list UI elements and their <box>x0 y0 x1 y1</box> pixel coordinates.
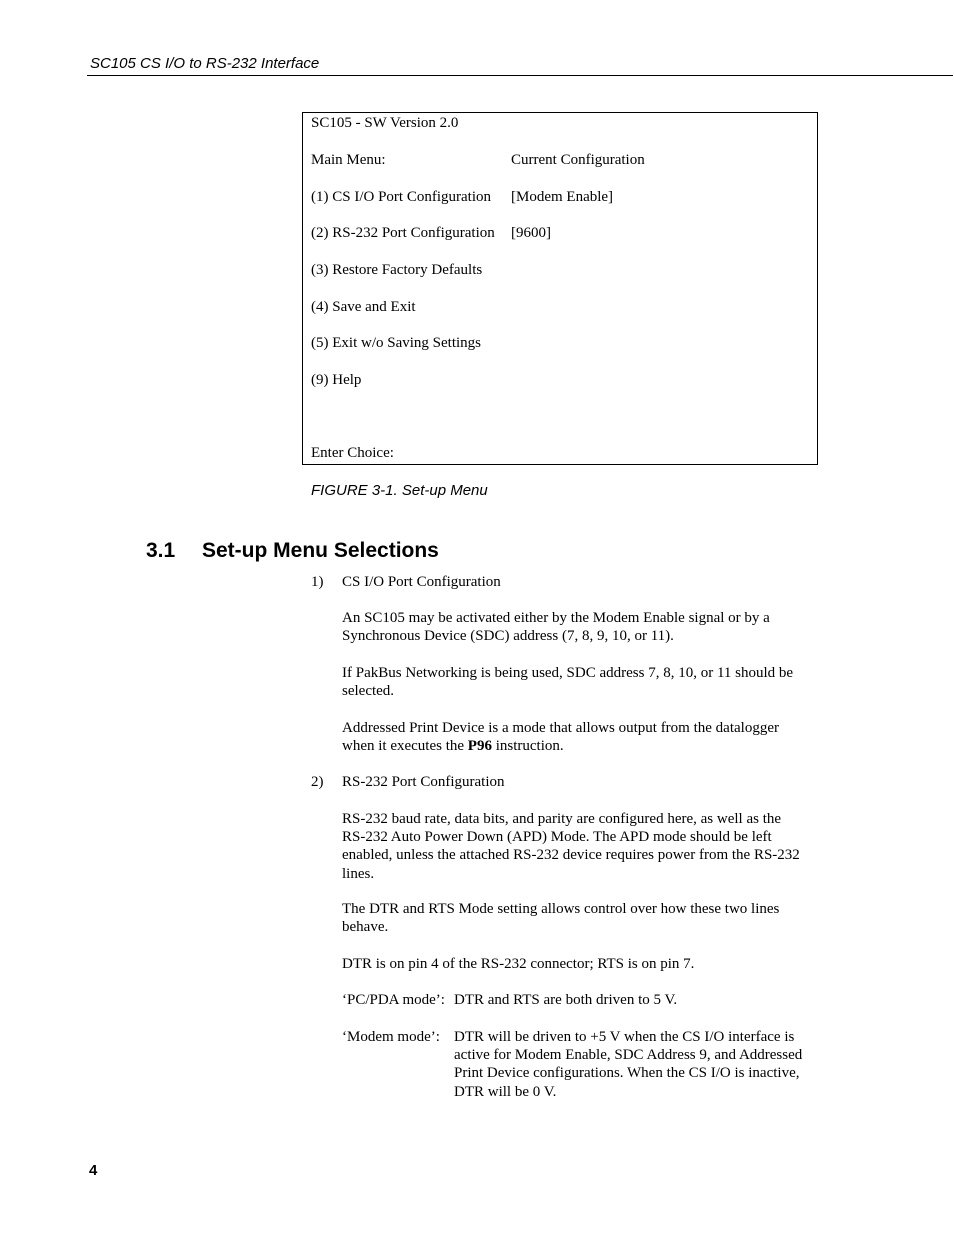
section-number: 3.1 <box>146 539 176 562</box>
paragraph: DTR is on pin 4 of the RS-232 connector; RTS is on pin 7. <box>342 956 695 972</box>
section-title: Set-up Menu Selections <box>202 539 439 562</box>
instruction-code: P96 <box>467 738 492 755</box>
mode-definition: DTR and RTS are both driven to 5 V. <box>454 992 678 1008</box>
menu-item-value: [Modem Enable] <box>511 189 614 205</box>
paragraph: If PakBus Networking is being used, SDC address 7, 8, 10, or 11 should be selected. <box>342 665 794 700</box>
section-heading <box>146 538 439 563</box>
list-item-number: 2) <box>311 774 324 790</box>
mode-term: ‘Modem mode’: <box>342 1029 440 1045</box>
menu-prompt: Enter Choice: <box>311 445 394 461</box>
paragraph: The DTR and RTS Mode setting allows control over how these two lines behave. <box>342 901 780 936</box>
list-item-title: RS-232 Port Configuration <box>342 774 505 790</box>
current-config-label: Current Configuration <box>511 152 645 168</box>
page-number: 4 <box>89 1162 98 1179</box>
mode-definition: DTR will be driven to +5 V when the CS I/O interface is active for Modem Enable, SDC Address 9, and Addressed Print Device configurations. When the CS I/O is inactive, DTR will be 0 V. <box>454 1029 803 1100</box>
header-rule <box>87 75 953 76</box>
figure-caption: FIGURE 3-1. Set-up Menu <box>311 482 488 499</box>
mode-term: ‘PC/PDA mode’: <box>342 992 445 1008</box>
list-item-number: 1) <box>311 574 324 590</box>
menu-item-label: (1) CS I/O Port Configuration <box>311 189 491 205</box>
setup-menu-screen <box>302 112 818 465</box>
menu-item-label: (9) Help <box>311 372 362 388</box>
paragraph-text: Addressed Print Device is a mode that allows output from the datalogger when it executes the <box>342 720 779 755</box>
header-title: SC105 CS I/O to RS-232 Interface <box>90 55 320 72</box>
menu-version: SC105 - SW Version 2.0 <box>311 115 459 131</box>
menu-item-value: [9600] <box>511 225 551 241</box>
paragraph: RS-232 baud rate, data bits, and parity are configured here, as well as the RS-232 Auto Power Down (APD) Mode. The APD mode should be left enabled, unless the attached RS-232 device requires power from the RS-232 lines. <box>342 811 800 882</box>
main-menu-label: Main Menu: <box>311 152 386 168</box>
menu-item-label: (2) RS-232 Port Configuration <box>311 225 495 241</box>
menu-item-label: (5) Exit w/o Saving Settings <box>311 335 481 351</box>
list-item-title: CS I/O Port Configuration <box>342 574 501 590</box>
menu-item-label: (4) Save and Exit <box>311 299 416 315</box>
menu-item-label: (3) Restore Factory Defaults <box>311 262 483 278</box>
paragraph: An SC105 may be activated either by the Modem Enable signal or by a Synchronous Device (SDC) address (7, 8, 9, 10, or 11). <box>342 610 770 645</box>
paragraph <box>342 719 812 755</box>
paragraph-text: instruction. <box>491 738 564 755</box>
